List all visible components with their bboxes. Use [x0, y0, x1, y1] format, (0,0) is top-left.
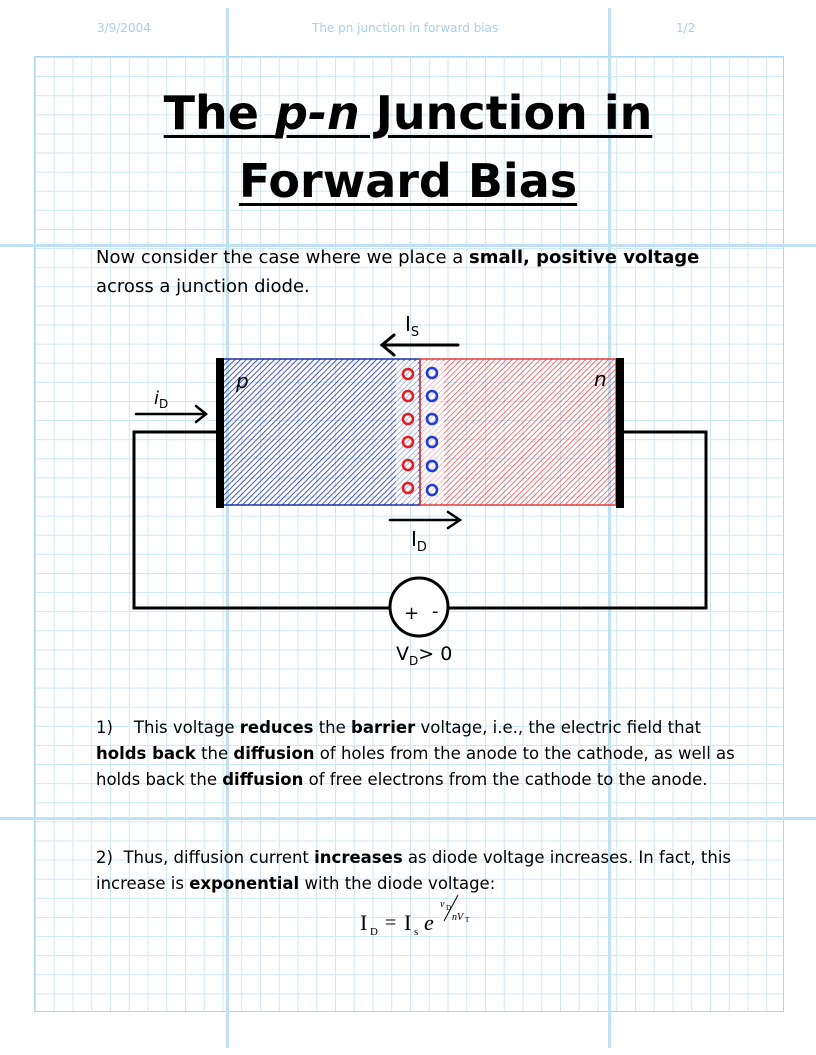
svg-text:=: = [385, 912, 397, 934]
svg-text:e: e [424, 910, 434, 935]
svg-text:D: D [370, 926, 378, 938]
svg-text:I: I [360, 910, 368, 935]
point-2-paragraph: 2) Thus, diffusion current increases as diode voltage increases. In fact, this increase is exponential with the diode voltage: [96, 848, 732, 893]
svg-text:s: s [414, 926, 419, 938]
svg-text:I: I [404, 910, 412, 935]
header-page-number: 1/2 [676, 21, 696, 35]
title-italic-pn: p-n [275, 86, 360, 140]
p-label: p [236, 369, 249, 393]
svg-text:v: v [440, 899, 445, 910]
intro-bold: small, positive voltage [469, 247, 700, 268]
id-current-label: $i_D$ [154, 388, 169, 411]
svg-text:nV: nV [452, 912, 464, 923]
point-number: 1) [96, 718, 113, 737]
intro-paragraph: Now consider the case where we place a small, positive voltage across a junction diode. [96, 247, 700, 297]
id-label: $I_D$ [411, 527, 427, 555]
source-plus-sign: + [404, 603, 420, 624]
n-label: n [594, 367, 607, 391]
svg-text:T: T [465, 916, 470, 924]
page-title: The p-n Junction in [163, 86, 653, 140]
vd-label: $V_D> 0$ [396, 643, 453, 668]
header-doc-title: The pn junction in forward bias [312, 21, 499, 35]
header-date: 3/9/2004 [97, 21, 151, 35]
svg-text:D: D [446, 904, 452, 912]
is-label: $I_S$ [405, 312, 420, 340]
source-minus-sign: - [432, 601, 439, 622]
point-number: 2) [96, 848, 113, 867]
point-1-paragraph: 1) This voltage reduces the barrier voltage, i.e., the electric field that holds back the diffusion of holes from the anode to the cathode, as well as holds back the diffusion of free electrons from the cathode to the anode. [96, 718, 735, 789]
page-title-line2: Forward Bias [238, 154, 578, 208]
